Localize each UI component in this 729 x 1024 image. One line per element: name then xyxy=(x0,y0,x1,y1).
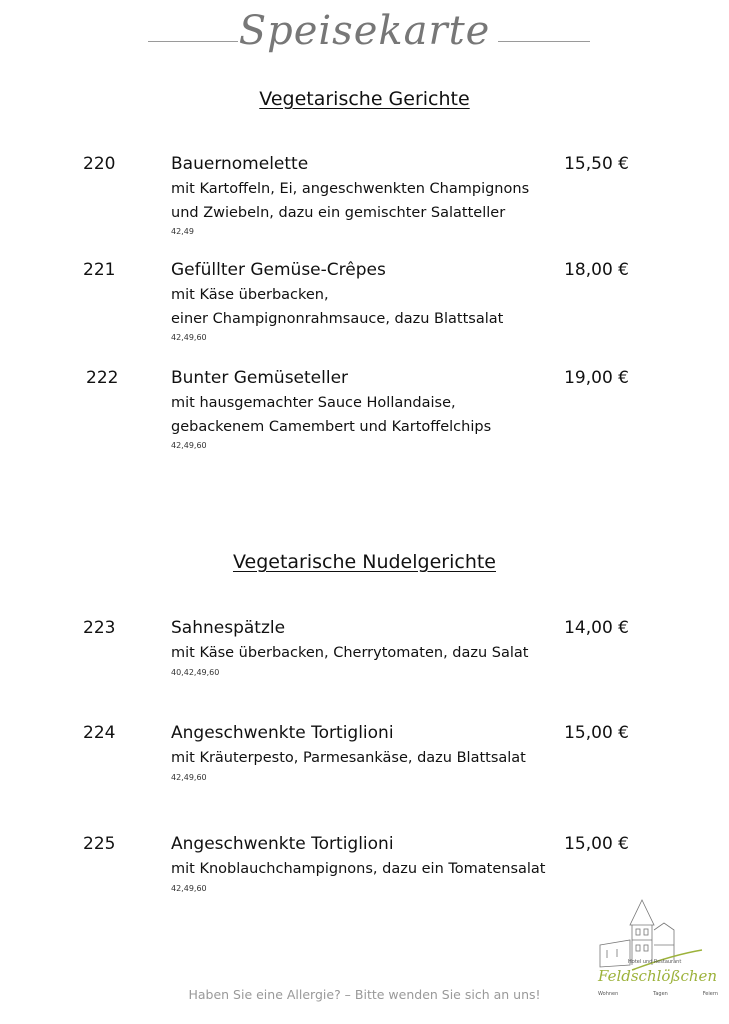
allergen-codes: 42,49,60 xyxy=(171,333,207,342)
item-description: mit Käse überbacken, Cherrytomaten, dazu Salat xyxy=(171,645,529,661)
item-description: mit Käse überbacken, xyxy=(171,287,329,303)
section-heading: Vegetarische Gerichte xyxy=(259,88,470,110)
section-heading: Vegetarische Nudelgerichte xyxy=(232,551,496,573)
logo-tag: Wohnen xyxy=(598,991,619,997)
item-description: und Zwiebeln, dazu ein gemischter Salatteller xyxy=(171,204,506,221)
item-price: 15,00 € xyxy=(564,834,629,854)
item-number: 221 xyxy=(83,260,116,280)
item-description: mit Kartoffeln, Ei, angeschwenkten Champignons xyxy=(171,181,530,197)
page-title: Speisekarte xyxy=(238,8,491,54)
item-number: 220 xyxy=(83,154,116,174)
item-number: 223 xyxy=(83,618,116,638)
item-description: einer Champignonrahmsauce, dazu Blattsalat xyxy=(171,310,504,327)
logo-tag: Tagen xyxy=(653,991,668,997)
item-description: gebackenem Camembert und Kartoffelchips xyxy=(171,418,492,435)
item-name: Angeschwenkte Tortiglioni xyxy=(171,723,394,743)
item-price: 15,50 € xyxy=(564,154,629,174)
item-price: 14,00 € xyxy=(564,618,629,638)
item-name: Bunter Gemüseteller xyxy=(171,368,349,388)
allergen-codes: 42,49,60 xyxy=(171,441,207,450)
item-name: Sahnespätzle xyxy=(171,618,286,638)
logo-tag: Feiern xyxy=(702,991,718,997)
item-number: 222 xyxy=(86,368,119,388)
item-description: mit Knoblauchchampignons, dazu ein Tomatensalat xyxy=(171,861,546,877)
item-number: 225 xyxy=(83,834,116,854)
item-number: 224 xyxy=(83,723,116,743)
allergen-codes: 42,49,60 xyxy=(171,883,207,893)
allergy-note: Haben Sie eine Allergie? – Bitte wenden Sie sich an uns! xyxy=(188,987,541,1002)
item-price: 19,00 € xyxy=(564,368,629,388)
logo-brand: Feldschlößchen xyxy=(598,967,718,985)
logo-subtitle: Hotel und Restaurant xyxy=(628,959,682,965)
hotel-logo xyxy=(592,895,722,1015)
item-price: 18,00 € xyxy=(564,260,629,280)
allergen-codes: 42,49,60 xyxy=(171,772,207,782)
item-name: Angeschwenkte Tortiglioni xyxy=(171,834,394,854)
allergen-codes: 42,49 xyxy=(171,227,194,236)
item-description: mit Kräuterpesto, Parmesankäse, dazu Blattsalat xyxy=(171,750,526,766)
item-price: 15,00 € xyxy=(564,723,629,743)
item-name: Bauernomelette xyxy=(171,154,309,174)
item-description: mit hausgemachter Sauce Hollandaise, xyxy=(171,395,456,411)
item-name: Gefüllter Gemüse-Crêpes xyxy=(171,260,386,280)
allergen-codes: 40,42,49,60 xyxy=(171,667,220,677)
